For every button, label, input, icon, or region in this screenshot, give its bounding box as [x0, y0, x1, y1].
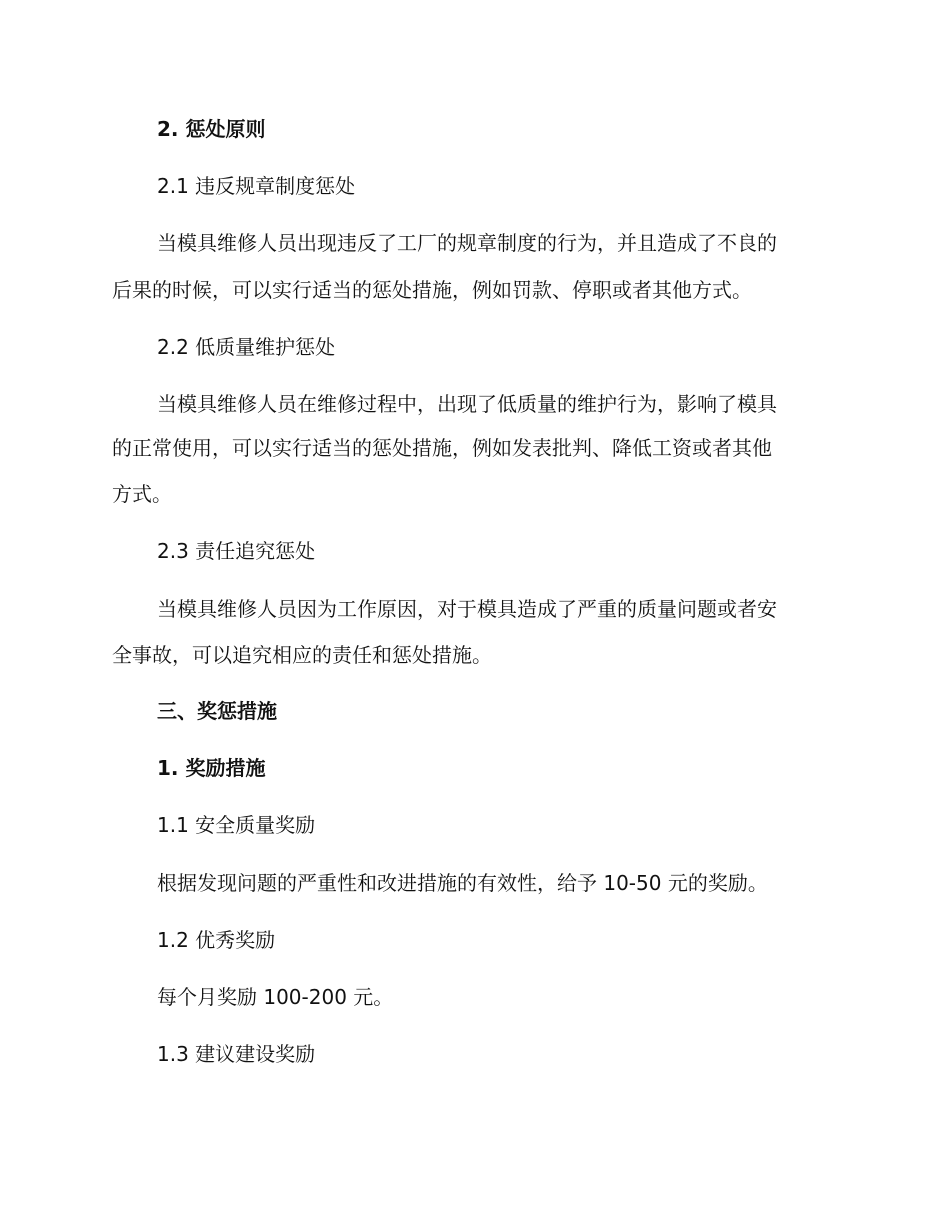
heading-reward-measures: 1. 奖励措施 [157, 756, 266, 780]
paragraph-1-1: 根据发现问题的严重性和改进措施的有效性，给予 10-50 元的奖励。 [157, 871, 768, 895]
paragraph-2-2-line-1: 当模具维修人员在维修过程中，出现了低质量的维护行为，影响了模具 [157, 392, 777, 416]
subheading-1-3: 1.3 建议建设奖励 [157, 1042, 316, 1066]
paragraph-2-1-text-1: 当模具维修人员出现违反了工厂的规章制度的行为，并且造成了不良的 [157, 231, 777, 255]
subheading-1-2: 1.2 优秀奖励 [157, 928, 276, 952]
paragraph-2-2-line-3: 方式。 [112, 482, 172, 506]
subheading-1-1: 1.1 安全质量奖励 [157, 813, 316, 837]
subheading-2-1: 2.1 违反规章制度惩处 [157, 174, 356, 198]
paragraph-2-1-line-1 [0, 229, 827, 257]
paragraph-1-2: 每个月奖励 100-200 元。 [157, 985, 394, 1009]
paragraph-2-3-line-1: 当模具维修人员因为工作原因，对于模具造成了严重的质量问题或者安 [157, 597, 777, 621]
paragraph-2-3-line-2: 全事故，可以追究相应的责任和惩处措施。 [112, 643, 492, 667]
heading-reward-punishment-measures: 三、奖惩措施 [157, 699, 277, 723]
paragraph-2-1-line-2: 后果的时候，可以实行适当的惩处措施，例如罚款、停职或者其他方式。 [112, 278, 752, 302]
heading-punishment-principles: 2. 惩处原则 [157, 117, 266, 141]
subheading-2-2: 2.2 低质量维护惩处 [157, 335, 336, 359]
subheading-2-3: 2.3 责任追究惩处 [157, 539, 316, 563]
paragraph-2-2-line-2: 的正常使用，可以实行适当的惩处措施，例如发表批判、降低工资或者其他 [112, 436, 772, 460]
